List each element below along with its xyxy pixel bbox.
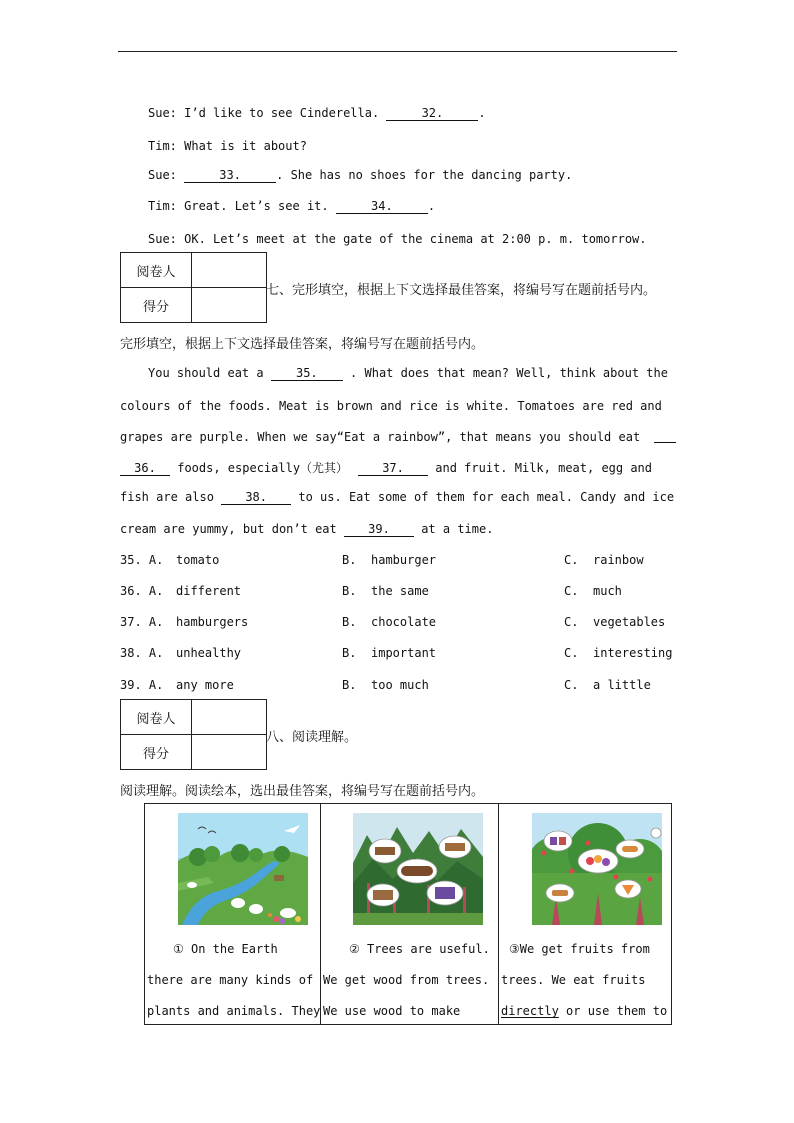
- section-8-heading: 八、阅读理解。: [266, 730, 358, 745]
- score-label: 得分: [121, 288, 192, 323]
- option-37-b-label: B.: [342, 615, 357, 629]
- section-7-instruction: 完形填空，根据上下文选择最佳答案，将编号写在题前括号内。: [120, 337, 485, 352]
- passage-line-2: colours of the foods. Meat is brown and rice is white. Tomatoes are red and: [120, 399, 662, 413]
- option-36-c[interactable]: much: [593, 584, 622, 598]
- blank-32[interactable]: 32.: [386, 107, 478, 121]
- score-cell[interactable]: [192, 288, 267, 323]
- panel-trees-line-3: We use wood to make: [323, 1004, 461, 1018]
- option-36-c-label: C.: [564, 584, 579, 598]
- blank-36[interactable]: 36.: [120, 462, 170, 476]
- panel-fruits-line-2: trees. We eat fruits: [501, 973, 646, 987]
- option-38-a[interactable]: unhealthy: [176, 646, 242, 660]
- panel-fruits: [498, 804, 672, 1024]
- option-39-a[interactable]: any more: [176, 678, 234, 692]
- panel-trees: [320, 804, 499, 1024]
- reviewer-label: 阅卷人: [121, 253, 192, 288]
- option-36-b-label: B.: [342, 584, 357, 598]
- passage-line-6: cream are yummy, but don’t eat 39. at a time.: [120, 522, 494, 536]
- option-35-num: 35. A.: [120, 553, 164, 567]
- option-38-b[interactable]: important: [371, 646, 437, 660]
- score-box-8: [120, 699, 267, 770]
- passage-line-5: fish are also 38. to us. Eat some of them for each meal. Candy and ice: [120, 490, 675, 504]
- option-38-c-label: C.: [564, 646, 579, 660]
- option-38-c[interactable]: interesting: [593, 646, 673, 660]
- passage-line-4: 36. foods, especially（尤其） 37. and fruit. Milk, meat, egg and: [120, 459, 652, 476]
- option-38-num: 38. A.: [120, 646, 164, 660]
- panel-fruits-line-1: ③We get fruits from: [509, 942, 650, 956]
- panel-trees-line-1: ② Trees are useful.: [349, 942, 490, 956]
- header-rule: [118, 51, 677, 52]
- panel-earth-line-1: ① On the Earth: [173, 942, 278, 956]
- passage-line-1: You should eat a 35. . What does that mean? Well, think about the: [148, 366, 668, 380]
- option-37-num: 37. A.: [120, 615, 164, 629]
- dialogue-line-4: Tim: Great. Let’s see it. 34. .: [148, 199, 436, 213]
- fruit-trees-image: [532, 813, 662, 925]
- option-35-c-label: C.: [564, 553, 579, 567]
- blank-39[interactable]: 39.: [344, 523, 414, 537]
- panel-trees-line-2: We get wood from trees.: [323, 973, 490, 987]
- section-7-heading: 七、完形填空，根据上下文选择最佳答案，将编号写在题前括号内。: [266, 283, 657, 298]
- option-37-a[interactable]: hamburgers: [176, 615, 249, 629]
- option-38-b-label: B.: [342, 646, 357, 660]
- dialogue-line-2: Tim: What is it about?: [148, 139, 307, 153]
- option-35-b-label: B.: [342, 553, 357, 567]
- option-35-a[interactable]: tomato: [176, 553, 220, 567]
- option-39-b[interactable]: too much: [371, 678, 429, 692]
- panel-fruits-line-3: directly or use them to: [501, 1004, 668, 1018]
- section-8-instruction: 阅读理解。阅读绘本，选出最佳答案，将编号写在题前括号内。: [120, 784, 485, 799]
- option-39-c[interactable]: a little: [593, 678, 651, 692]
- option-37-b[interactable]: chocolate: [371, 615, 437, 629]
- reviewer-cell[interactable]: [192, 253, 267, 288]
- option-36-b[interactable]: the same: [371, 584, 429, 598]
- option-39-num: 39. A.: [120, 678, 164, 692]
- blank-38[interactable]: 38.: [221, 491, 291, 505]
- score-cell[interactable]: [192, 735, 267, 770]
- reviewer-cell[interactable]: [192, 700, 267, 735]
- reviewer-label: 阅卷人: [121, 700, 192, 735]
- option-36-a[interactable]: different: [176, 584, 242, 598]
- dialogue-line-3: Sue: 33. . She has no shoes for the dancing party.: [148, 168, 573, 182]
- trees-wood-image: [353, 813, 483, 925]
- blank-34[interactable]: 34.: [336, 200, 428, 214]
- option-39-b-label: B.: [342, 678, 357, 692]
- dialogue-line-1: Sue: I’d like to see Cinderella. 32. .: [148, 106, 486, 120]
- blank-33[interactable]: 33.: [184, 169, 276, 183]
- panel-earth-line-3: plants and animals. They: [147, 1004, 321, 1018]
- panel-earth-line-2: there are many kinds of: [147, 973, 314, 987]
- earth-landscape-image: [178, 813, 308, 925]
- option-35-c[interactable]: rainbow: [593, 553, 644, 567]
- blank-36-start: [654, 430, 676, 443]
- blank-37[interactable]: 37.: [358, 462, 428, 476]
- panel-earth: [145, 804, 320, 1024]
- score-box-7: [120, 252, 267, 323]
- option-35-b[interactable]: hamburger: [371, 553, 437, 567]
- option-37-c[interactable]: vegetables: [593, 615, 666, 629]
- score-label: 得分: [121, 735, 192, 770]
- option-36-num: 36. A.: [120, 584, 164, 598]
- picture-book-table: [144, 803, 672, 1025]
- option-37-c-label: C.: [564, 615, 579, 629]
- blank-35[interactable]: 35.: [271, 367, 343, 381]
- passage-line-3: grapes are purple. When we say“Eat a rainbow”, that means you should eat: [120, 430, 676, 444]
- option-39-c-label: C.: [564, 678, 579, 692]
- word-directly: directly: [501, 1004, 559, 1018]
- dialogue-line-5: Sue: OK. Let’s meet at the gate of the cinema at 2:00 p. m. tomorrow.: [148, 232, 647, 246]
